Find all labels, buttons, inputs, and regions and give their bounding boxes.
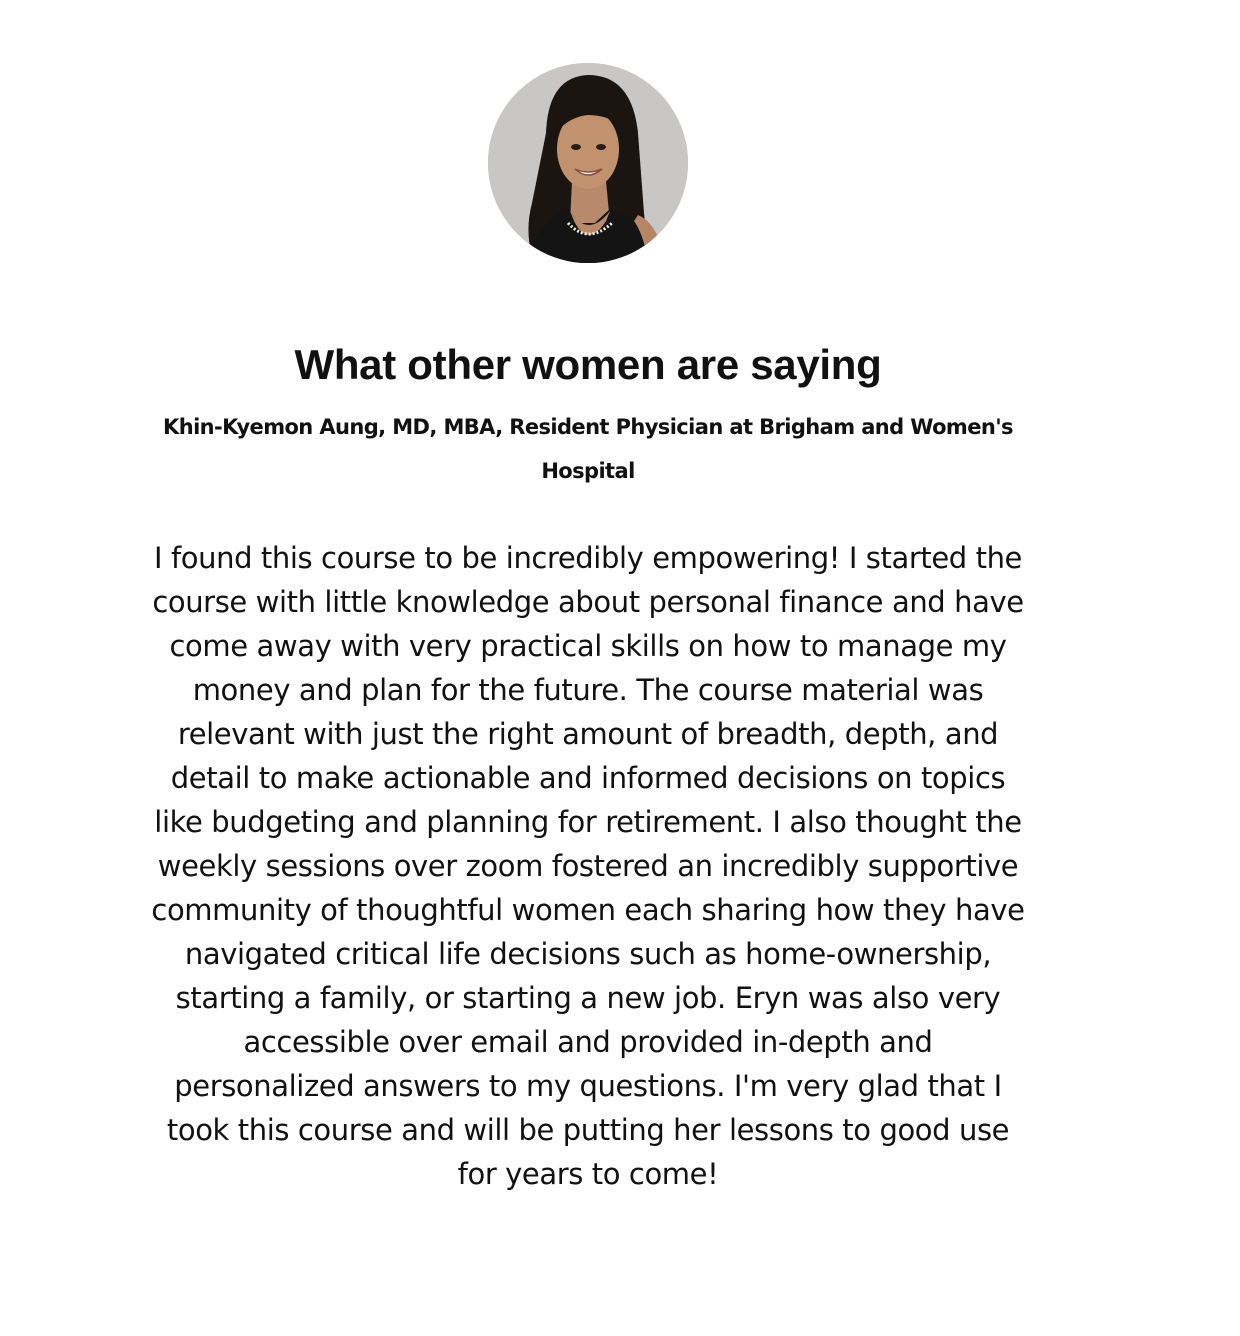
portrait-photo-icon [488,63,688,263]
testimonial-author: Khin-Kyemon Aung, MD, MBA, Resident Physician at Brigham and Women's Hospital [163,415,1013,483]
author-avatar [488,63,688,263]
section-heading: What other women are saying [294,341,882,388]
testimonial-quote: I found this course to be incredibly empowering! I started the course with little knowledge about personal finance and have come away with very practical skills on how to manage my money and plan for the future. The course material was relevant with just the right amount of breadth, depth, and detail to make actionable and informed decisions on topics like budgeting and planning for retirement. I also thought the weekly sessions over zoom fostered an incredibly supportive community of thoughtful women each sharing how they have navigated critical life decisions such as home-ownership, starting a family, or starting a new job. Eryn was also very accessible over email and provided in-depth and personalized answers to my questions. I'm very glad that I took this course and will be putting her lessons to good use for years to come! [151,541,1025,1191]
